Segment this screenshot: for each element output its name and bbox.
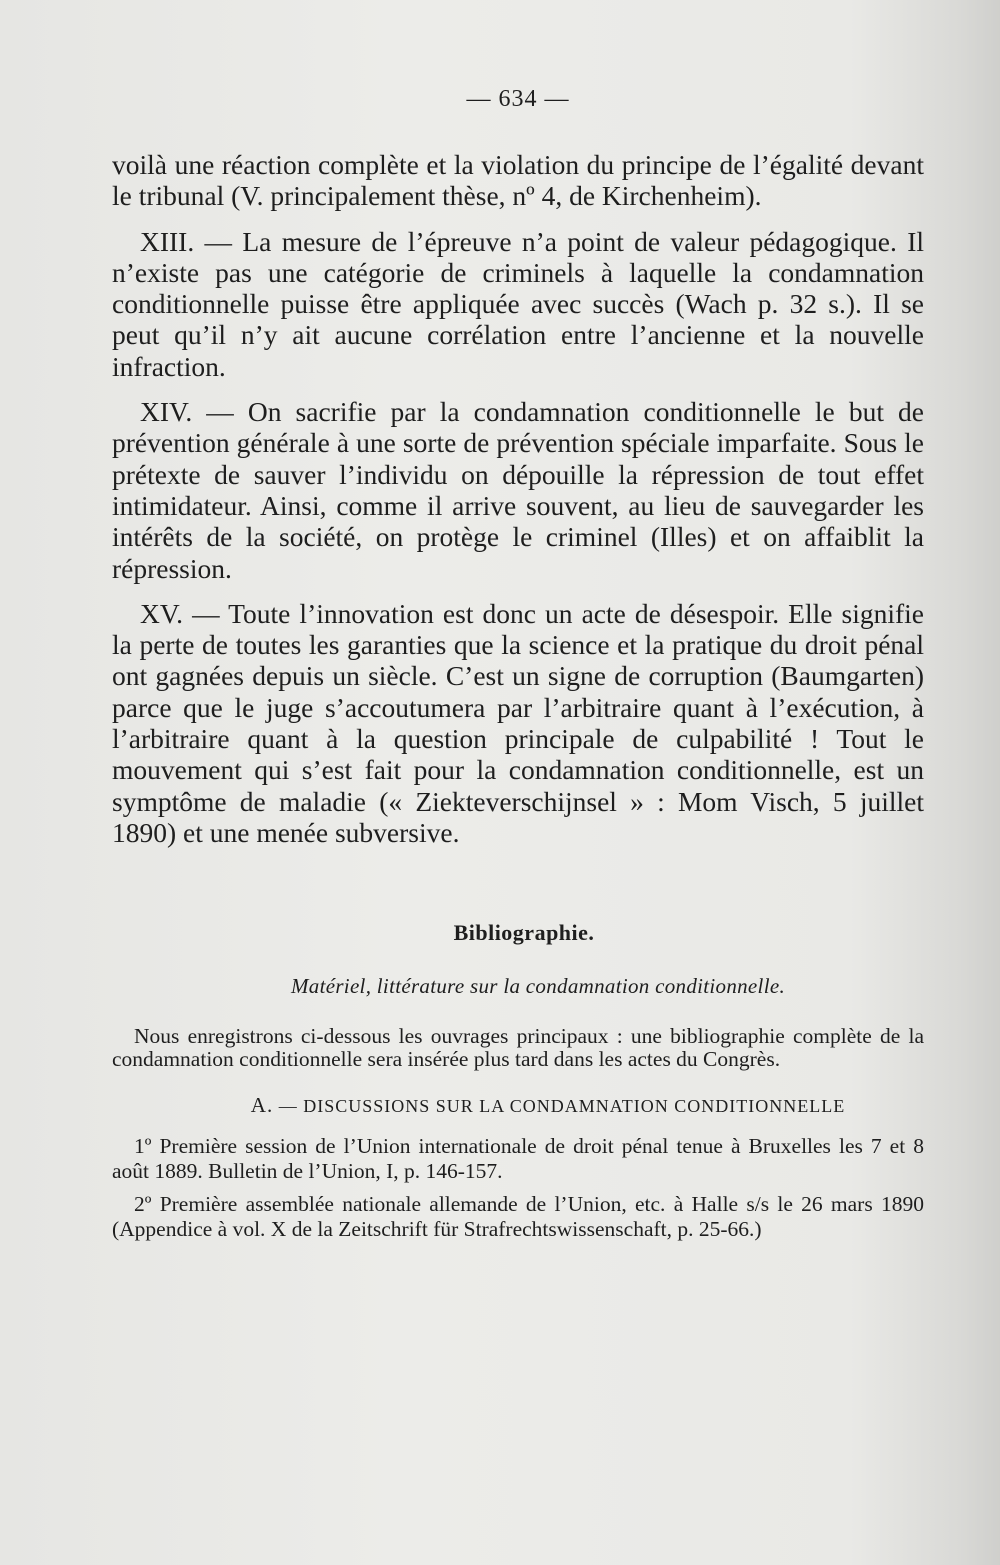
bibliography-entry: 1º Première session de l’Union internationale de droit pénal tenue à Bruxelles les 7 et 8 août 1889. Bulletin de l’Union, I, p. 146-157. xyxy=(112,1134,924,1184)
bibliography-section-a xyxy=(172,1093,924,1118)
bibliography-heading: Bibliographie. xyxy=(453,920,595,946)
bibliography-intro: Nous enregistrons ci-dessous les ouvrages principaux : une bibliographie complète de la condamnation conditionnelle sera insérée plus tard dans les actes du Congrès. xyxy=(112,1024,924,1072)
page-content xyxy=(112,86,924,1250)
section-letter: A. xyxy=(250,1093,274,1118)
paragraph-xiii: XIII. — La mesure de l’épreuve n’a point de valeur pédagogique. Il n’existe pas une catégorie de criminels à laquelle la condamnation conditionnelle puisse être appliquée avec succès (Wach p. 32 s.). Il se peut qu’il n’y ait aucune corrélation entre l’ancienne et la nouvelle infraction. xyxy=(112,225,924,382)
bibliography-entry: 2º Première assemblée nationale allemande de l’Union, etc. à Halle s/s le 26 mars 1890 (Appendice à vol. X de la Zeitschrift für Strafrechtswissenschaft, p. 25-66.) xyxy=(112,1192,924,1242)
bibliography-subtitle: Matériel, littérature sur la condamnation conditionnelle. xyxy=(290,974,785,999)
section-title: — DISCUSSIONS SUR LA CONDAMNATION CONDITIONNELLE xyxy=(278,1096,846,1117)
paragraph-xiv: XIV. — On sacrifie par la condamnation conditionnelle le but de prévention générale à une sorte de prévention spéciale imparfaite. Sous le prétexte de sauver l’individu on dépouille la répression de tout effet intimidateur. Ainsi, comme il arrive souvent, au lieu de sauvegarder les intérêts de la société, on protège le criminel (Illes) et on affaiblit la répression. xyxy=(112,396,924,584)
paragraph-continuation: voilà une réaction complète et la violation du principe de l’égalité devant le tribunal (V. principalement thèse, nº 4, de Kirchenheim). xyxy=(112,149,924,212)
paragraph-xv: XV. — Toute l’innovation est donc un acte de désespoir. Elle signifie la perte de toutes les garanties que la science et la pratique du droit pénal ont gagnées depuis un siècle. C’est un signe de corruption (Baumgarten) parce que le juge s’accoutumera par l’arbitraire quant à l’exécution, à l’arbitraire quant à la question principale de culpabilité ! Tout le mouvement qui s’est fait pour la condamnation conditionnelle, est un symptôme de maladie (« Ziekteverschijnsel » : Mom Visch, 5 juillet 1890) et une menée subversive. xyxy=(112,597,924,848)
page-number: — 634 — xyxy=(466,86,570,112)
